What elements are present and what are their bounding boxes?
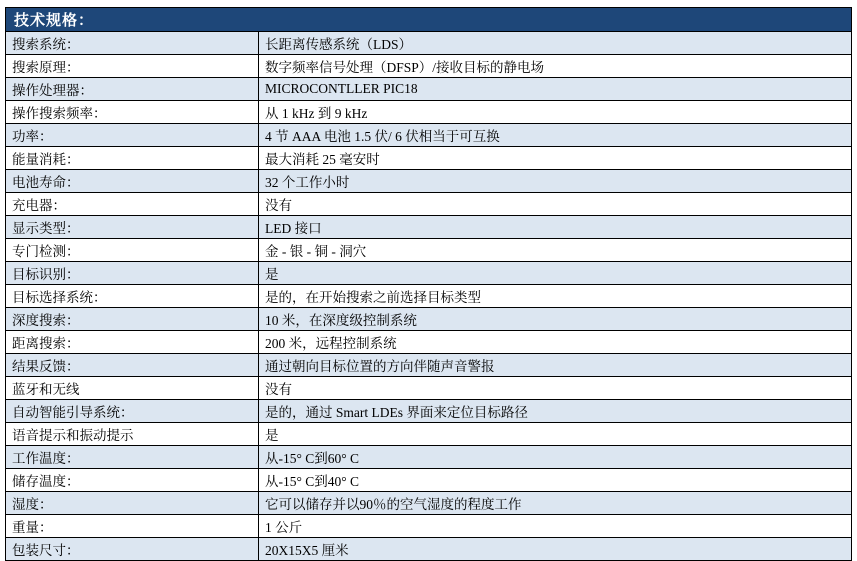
table-row [6, 423, 852, 446]
spec-label: 距离搜索： [6, 331, 259, 354]
table-row [6, 32, 852, 55]
spec-label: 搜索系统： [6, 32, 259, 55]
table-row [6, 147, 852, 170]
spec-value: 没有 [259, 377, 852, 400]
spec-value: 10 米，在深度级控制系统 [259, 308, 852, 331]
table-row [6, 515, 852, 538]
table-row [6, 170, 852, 193]
table-row [6, 101, 852, 124]
table-row [6, 354, 852, 377]
spec-label: 搜索原理： [6, 55, 259, 78]
table-row [6, 469, 852, 492]
spec-label: 操作搜索频率： [6, 101, 259, 124]
table-row [6, 78, 852, 101]
spec-label: 语音提示和振动提示 [6, 423, 259, 446]
spec-value: 最大消耗 25 毫安时 [259, 147, 852, 170]
table-title-row [6, 8, 852, 32]
spec-label: 湿度： [6, 492, 259, 515]
spec-label: 操作处理器： [6, 78, 259, 101]
spec-value: 是的，在开始搜索之前选择目标类型 [259, 285, 852, 308]
spec-label: 能量消耗： [6, 147, 259, 170]
spec-value: 从-15° C到40° C [259, 469, 852, 492]
technical-specs-table [5, 7, 852, 561]
spec-label: 功率： [6, 124, 259, 147]
spec-label: 电池寿命： [6, 170, 259, 193]
spec-value: 从 1 kHz 到 9 kHz [259, 101, 852, 124]
table-row [6, 285, 852, 308]
spec-label: 包装尺寸： [6, 538, 259, 561]
table-row [6, 216, 852, 239]
table-row [6, 538, 852, 561]
spec-value: 金 - 银 - 铜 - 洞穴 [259, 239, 852, 262]
spec-label: 目标选择系统： [6, 285, 259, 308]
spec-label: 自动智能引导系统： [6, 400, 259, 423]
spec-value: 是的，通过 Smart LDEs 界面来定位目标路径 [259, 400, 852, 423]
table-row [6, 308, 852, 331]
spec-value: 它可以储存并以90％的空气湿度的程度工作 [259, 492, 852, 515]
spec-label: 储存温度： [6, 469, 259, 492]
spec-sheet [5, 7, 852, 561]
spec-label: 显示类型： [6, 216, 259, 239]
table-title: 技术规格： [6, 8, 852, 32]
spec-label: 深度搜索： [6, 308, 259, 331]
table-row [6, 446, 852, 469]
table-row [6, 124, 852, 147]
spec-label: 目标识别： [6, 262, 259, 285]
spec-value: LED 接口 [259, 216, 852, 239]
table-row [6, 377, 852, 400]
spec-value: 通过朝向目标位置的方向伴随声音警报 [259, 354, 852, 377]
table-row [6, 239, 852, 262]
spec-label: 重量： [6, 515, 259, 538]
table-row [6, 331, 852, 354]
spec-value: 没有 [259, 193, 852, 216]
spec-value: 从-15° C到60° C [259, 446, 852, 469]
spec-value: 20X15X5 厘米 [259, 538, 852, 561]
spec-label: 蓝牙和无线 [6, 377, 259, 400]
spec-label: 充电器： [6, 193, 259, 216]
spec-label: 工作温度： [6, 446, 259, 469]
spec-value: 是 [259, 423, 852, 446]
table-row [6, 400, 852, 423]
spec-value: 数字频率信号处理（DFSP）/接收目标的静电场 [259, 55, 852, 78]
spec-value: 长距离传感系统（LDS） [259, 32, 852, 55]
spec-value: 200 米，远程控制系统 [259, 331, 852, 354]
spec-value: 1 公斤 [259, 515, 852, 538]
table-row [6, 193, 852, 216]
spec-label: 结果反馈： [6, 354, 259, 377]
table-row [6, 492, 852, 515]
table-row [6, 55, 852, 78]
spec-label: 专门检测： [6, 239, 259, 262]
spec-value: 4 节 AAA 电池 1.5 伏/ 6 伏相当于可互换 [259, 124, 852, 147]
table-row [6, 262, 852, 285]
spec-value: MICROCONTLLER PIC18 [259, 78, 852, 101]
spec-value: 32 个工作小时 [259, 170, 852, 193]
spec-value: 是 [259, 262, 852, 285]
